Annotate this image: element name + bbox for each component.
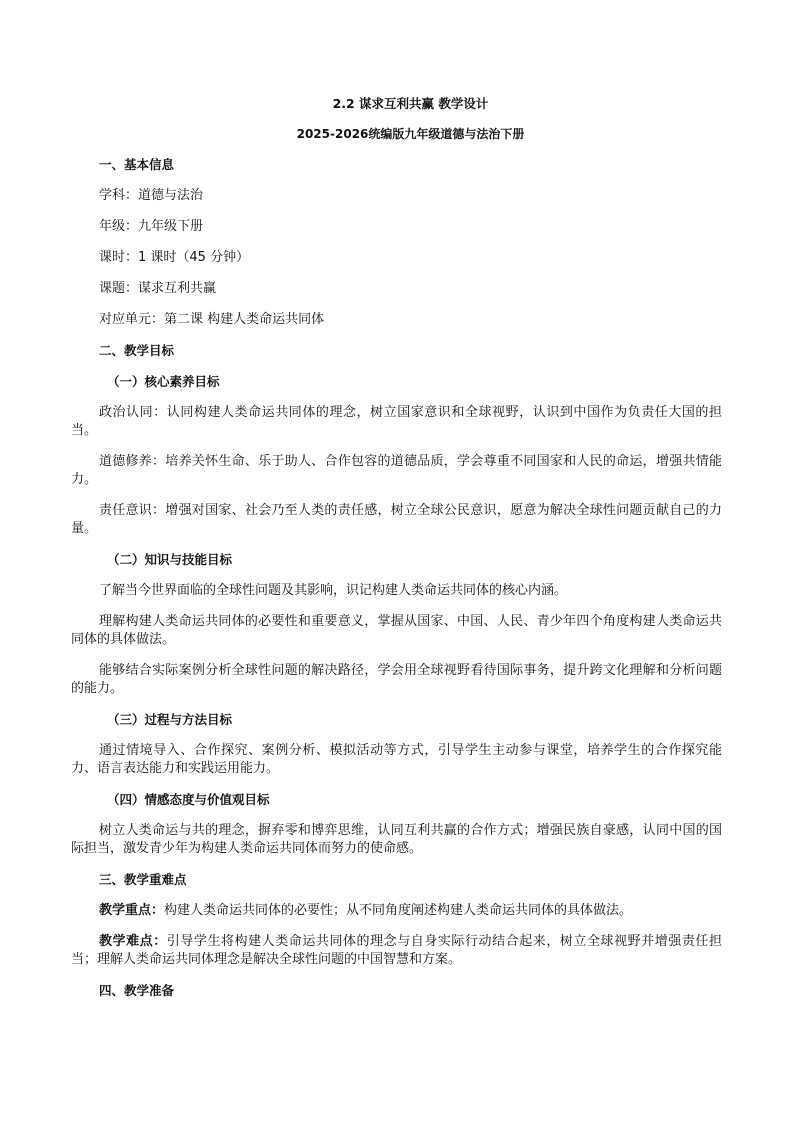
subsection-heading-knowledge: （二）知识与技能目标 [107, 552, 233, 567]
teaching-focus-text: 构建人类命运共同体的必要性；从不同角度阐述构建人类命运共同体的具体做法。 [164, 903, 633, 918]
info-class-hours: 课时：1 课时（45 分钟） [99, 250, 250, 265]
section-heading-objectives: 二、教学目标 [99, 343, 175, 358]
subsection-heading-emotion: （四）情感态度与价值观目标 [107, 792, 270, 807]
document-title: 2.2 谋求互利共赢 教学设计 [332, 96, 489, 111]
paragraph-emotion-1: 树立人类命运与共的理念，摒弃零和博弈思维，认同互利共赢的合作方式；增强民族自豪感，认同中国的国际担当，激发青少年为构建人类命运共同体而努力的使命感。 [71, 823, 722, 856]
document-subtitle: 2025-2026统编版九年级道德与法治下册 [296, 127, 525, 141]
section-heading-preparation: 四、教学准备 [99, 983, 175, 998]
info-grade: 年级：九年级下册 [99, 219, 204, 234]
paragraph-teaching-focus [71, 902, 722, 920]
info-topic: 课题：谋求互利共赢 [99, 281, 217, 296]
paragraph-responsibility: 责任意识：增强对国家、社会乃至人类的责任感，树立全球公民意识，愿意为解决全球性问题贡献自己的力量。 [71, 503, 722, 536]
info-unit: 对应单元：第二课 构建人类命运共同体 [99, 312, 325, 327]
paragraph-knowledge-3: 能够结合实际案例分析全球性问题的解决路径，学会用全球视野看待国际事务，提升跨文化理解和分析问题的能力。 [71, 663, 722, 696]
section-heading-key-points: 三、教学重难点 [99, 872, 187, 887]
subsection-heading-core: （一）核心素养目标 [107, 374, 220, 389]
teaching-difficulty-label: 教学难点： [99, 934, 167, 949]
teaching-focus-label: 教学重点： [99, 903, 165, 918]
section-heading-basic-info: 一、基本信息 [99, 157, 175, 172]
paragraph-moral-cultivation: 道德修养：培养关怀生命、乐于助人、合作包容的道德品质，学会尊重不同国家和人民的命运，增强共情能力。 [71, 454, 722, 487]
info-subject: 学科：道德与法治 [99, 188, 204, 203]
subsection-heading-process: （三）过程与方法目标 [107, 712, 233, 727]
teaching-difficulty-text: 引导学生将构建人类命运共同体的理念与自身实际行动结合起来，树立全球视野并增强责任担当；理解人类命运共同体理念是解决全球性问题的中国智慧和方案。 [71, 934, 722, 967]
paragraph-knowledge-1: 了解当今世界面临的全球性问题及其影响，识记构建人类命运共同体的核心内涵。 [99, 583, 568, 598]
paragraph-knowledge-2: 理解构建人类命运共同体的必要性和重要意义，掌握从国家、中国、人民、青少年四个角度构建人类命运共同体的具体做法。 [71, 614, 722, 647]
paragraph-teaching-difficulty [71, 933, 722, 969]
paragraph-process-1: 通过情境导入、合作探究、案例分析、模拟活动等方式，引导学生主动参与课堂，培养学生的合作探究能力、语言表达能力和实践运用能力。 [71, 743, 722, 776]
paragraph-political-identity: 政治认同：认同构建人类命运共同体的理念，树立国家意识和全球视野，认识到中国作为负责任大国的担当。 [71, 405, 722, 438]
